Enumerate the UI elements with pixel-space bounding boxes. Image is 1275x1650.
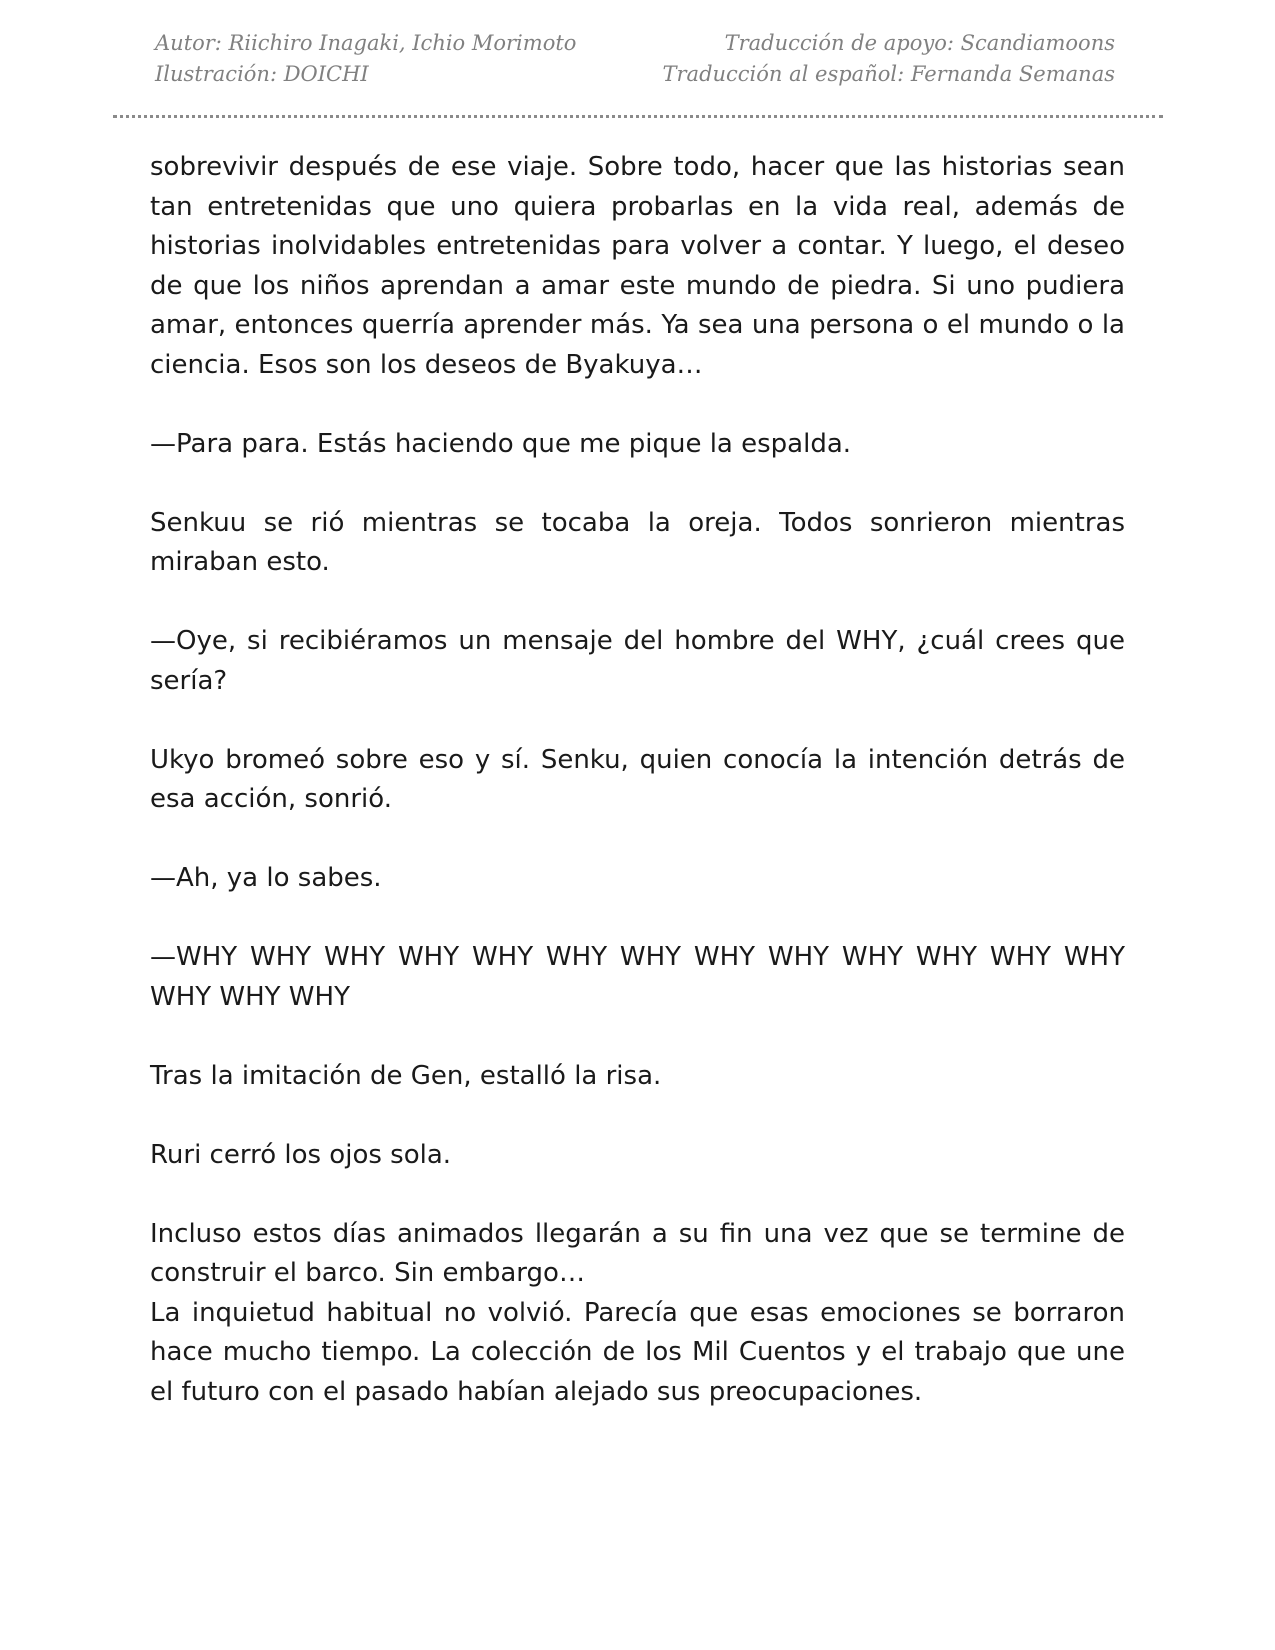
page-header <box>155 28 1115 98</box>
header-spanish-translation: Traducción al español: Fernanda Semanas <box>662 62 1115 86</box>
paragraph: sobrevivir después de ese viaje. Sobre todo, hacer que las historias sean tan entretenidas que uno quiera probarlas en la vida real, además de historias inolvidables entretenidas para volver a contar. Y luego, el deseo de que los niños aprendan a amar este mundo de piedra. Si uno pudiera amar, entonces querría aprender más. Ya sea una persona o el mundo o la ciencia. Esos son los deseos de Byakuya… <box>150 152 1125 380</box>
paragraph: —Para para. Estás haciendo que me pique la espalda. <box>150 428 852 459</box>
header-author: Autor: Riichiro Inagaki, Ichio Morimoto <box>155 31 577 55</box>
page-body <box>150 148 1125 1452</box>
paragraph: —Oye, si recibiéramos un mensaje del hombre del WHY, ¿cuál crees que sería? <box>150 626 1125 696</box>
paragraph: —Ah, ya lo sabes. <box>150 863 382 893</box>
paragraph: Ruri cerró los ojos sola. <box>150 1139 452 1170</box>
paragraph: Senkuu se rió mientras se tocaba la oreja. Todos sonrieron mientras miraban esto. <box>150 507 1125 577</box>
header-support-translation: Traducción de apoyo: Scandiamoons <box>724 31 1115 55</box>
paragraph: Incluso estos días animados llegarán a su fin una vez que se termine de construir el barco. Sin embargo… <box>150 1218 1125 1288</box>
header-left <box>155 28 576 90</box>
paragraph: Tras la imitación de Gen, estalló la risa. <box>150 1060 662 1091</box>
header-right <box>663 28 1116 90</box>
header-divider <box>113 115 1163 118</box>
paragraph: La inquietud habitual no volvió. Parecía que esas emociones se borraron hace mucho tiempo. La colección de los Mil Cuentos y el trabajo que une el futuro con el pasado habían alejado sus preocupaciones. <box>150 1297 1125 1407</box>
header-illustration: Ilustración: DOICHI <box>155 62 369 86</box>
paragraph: Ukyo bromeó sobre eso y sí. Senku, quien conocía la intención detrás de esa acción, sonrió. <box>150 744 1125 814</box>
paragraph: —WHY WHY WHY WHY WHY WHY WHY WHY WHY WHY WHY WHY WHY WHY WHY WHY <box>150 942 1125 1012</box>
